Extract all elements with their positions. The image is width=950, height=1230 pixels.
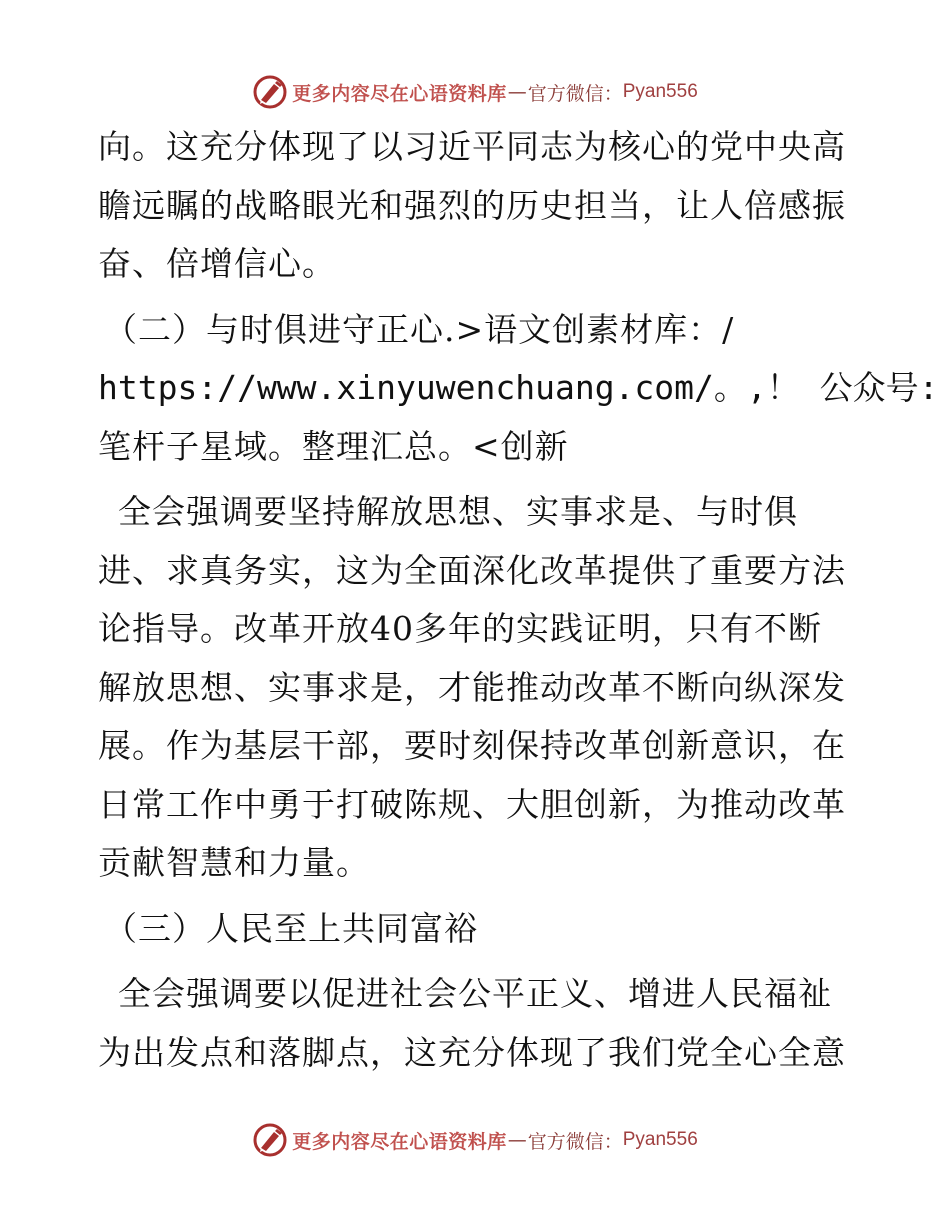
source-url-line: https://www.xinyuwenchuang.com/。,！ 公众号: bbox=[98, 368, 939, 407]
banner-separator: — bbox=[507, 1129, 527, 1151]
text-line: 贡献智慧和力量。 bbox=[98, 843, 370, 882]
pen-logo-icon bbox=[252, 74, 288, 110]
text-line: 全会强调要以促进社会公平正义、增进人民福祉 bbox=[118, 974, 832, 1013]
banner-wechat-label: 官方微信： bbox=[527, 1130, 623, 1153]
banner-title: 更多内容尽在心语资料库 bbox=[292, 82, 507, 105]
text-line: 为出发点和落脚点，这充分体现了我们党全心全意 bbox=[98, 1032, 846, 1072]
text-line: 向。这充分体现了以习近平同志为核心的党中央高 bbox=[98, 127, 846, 166]
header-banner bbox=[0, 72, 950, 112]
text-line: 日常工作中勇于打破陈规、大胆创新，为推动改革 bbox=[98, 784, 846, 824]
text-line: 全会强调要坚持解放思想、实事求是、与时俱 bbox=[118, 492, 798, 531]
banner-separator: — bbox=[507, 81, 527, 103]
section-heading-2: （二）与时俱进守正心.>语文创素材库：/ bbox=[104, 309, 735, 349]
text-line: 瞻远瞩的战略眼光和强烈的历史担当，让人倍感振 bbox=[98, 185, 846, 225]
text-line: 论指导。改革开放40多年的实践证明，只有不断 bbox=[98, 609, 822, 648]
footer-banner bbox=[0, 1120, 950, 1160]
banner-title: 更多内容尽在心语资料库 bbox=[292, 1130, 507, 1153]
document-body bbox=[98, 118, 939, 1082]
text-line: 笔杆子星域。整理汇总。<创新 bbox=[98, 426, 569, 466]
text-line: 展。作为基层干部，要时刻保持改革创新意识，在 bbox=[98, 726, 846, 765]
banner-account: Pyan556 bbox=[622, 1129, 698, 1150]
banner-wechat-label: 官方微信： bbox=[527, 82, 623, 105]
text-line: 奋、倍增信心。 bbox=[98, 244, 336, 283]
pen-logo-icon bbox=[252, 1122, 288, 1158]
text-line: 解放思想、实事求是，才能推动改革不断向纵深发 bbox=[98, 667, 846, 707]
text-line: 进、求真务实，这为全面深化改革提供了重要方法 bbox=[98, 550, 846, 590]
section-heading-3: （三）人民至上共同富裕 bbox=[104, 908, 478, 948]
banner-account: Pyan556 bbox=[622, 81, 698, 102]
